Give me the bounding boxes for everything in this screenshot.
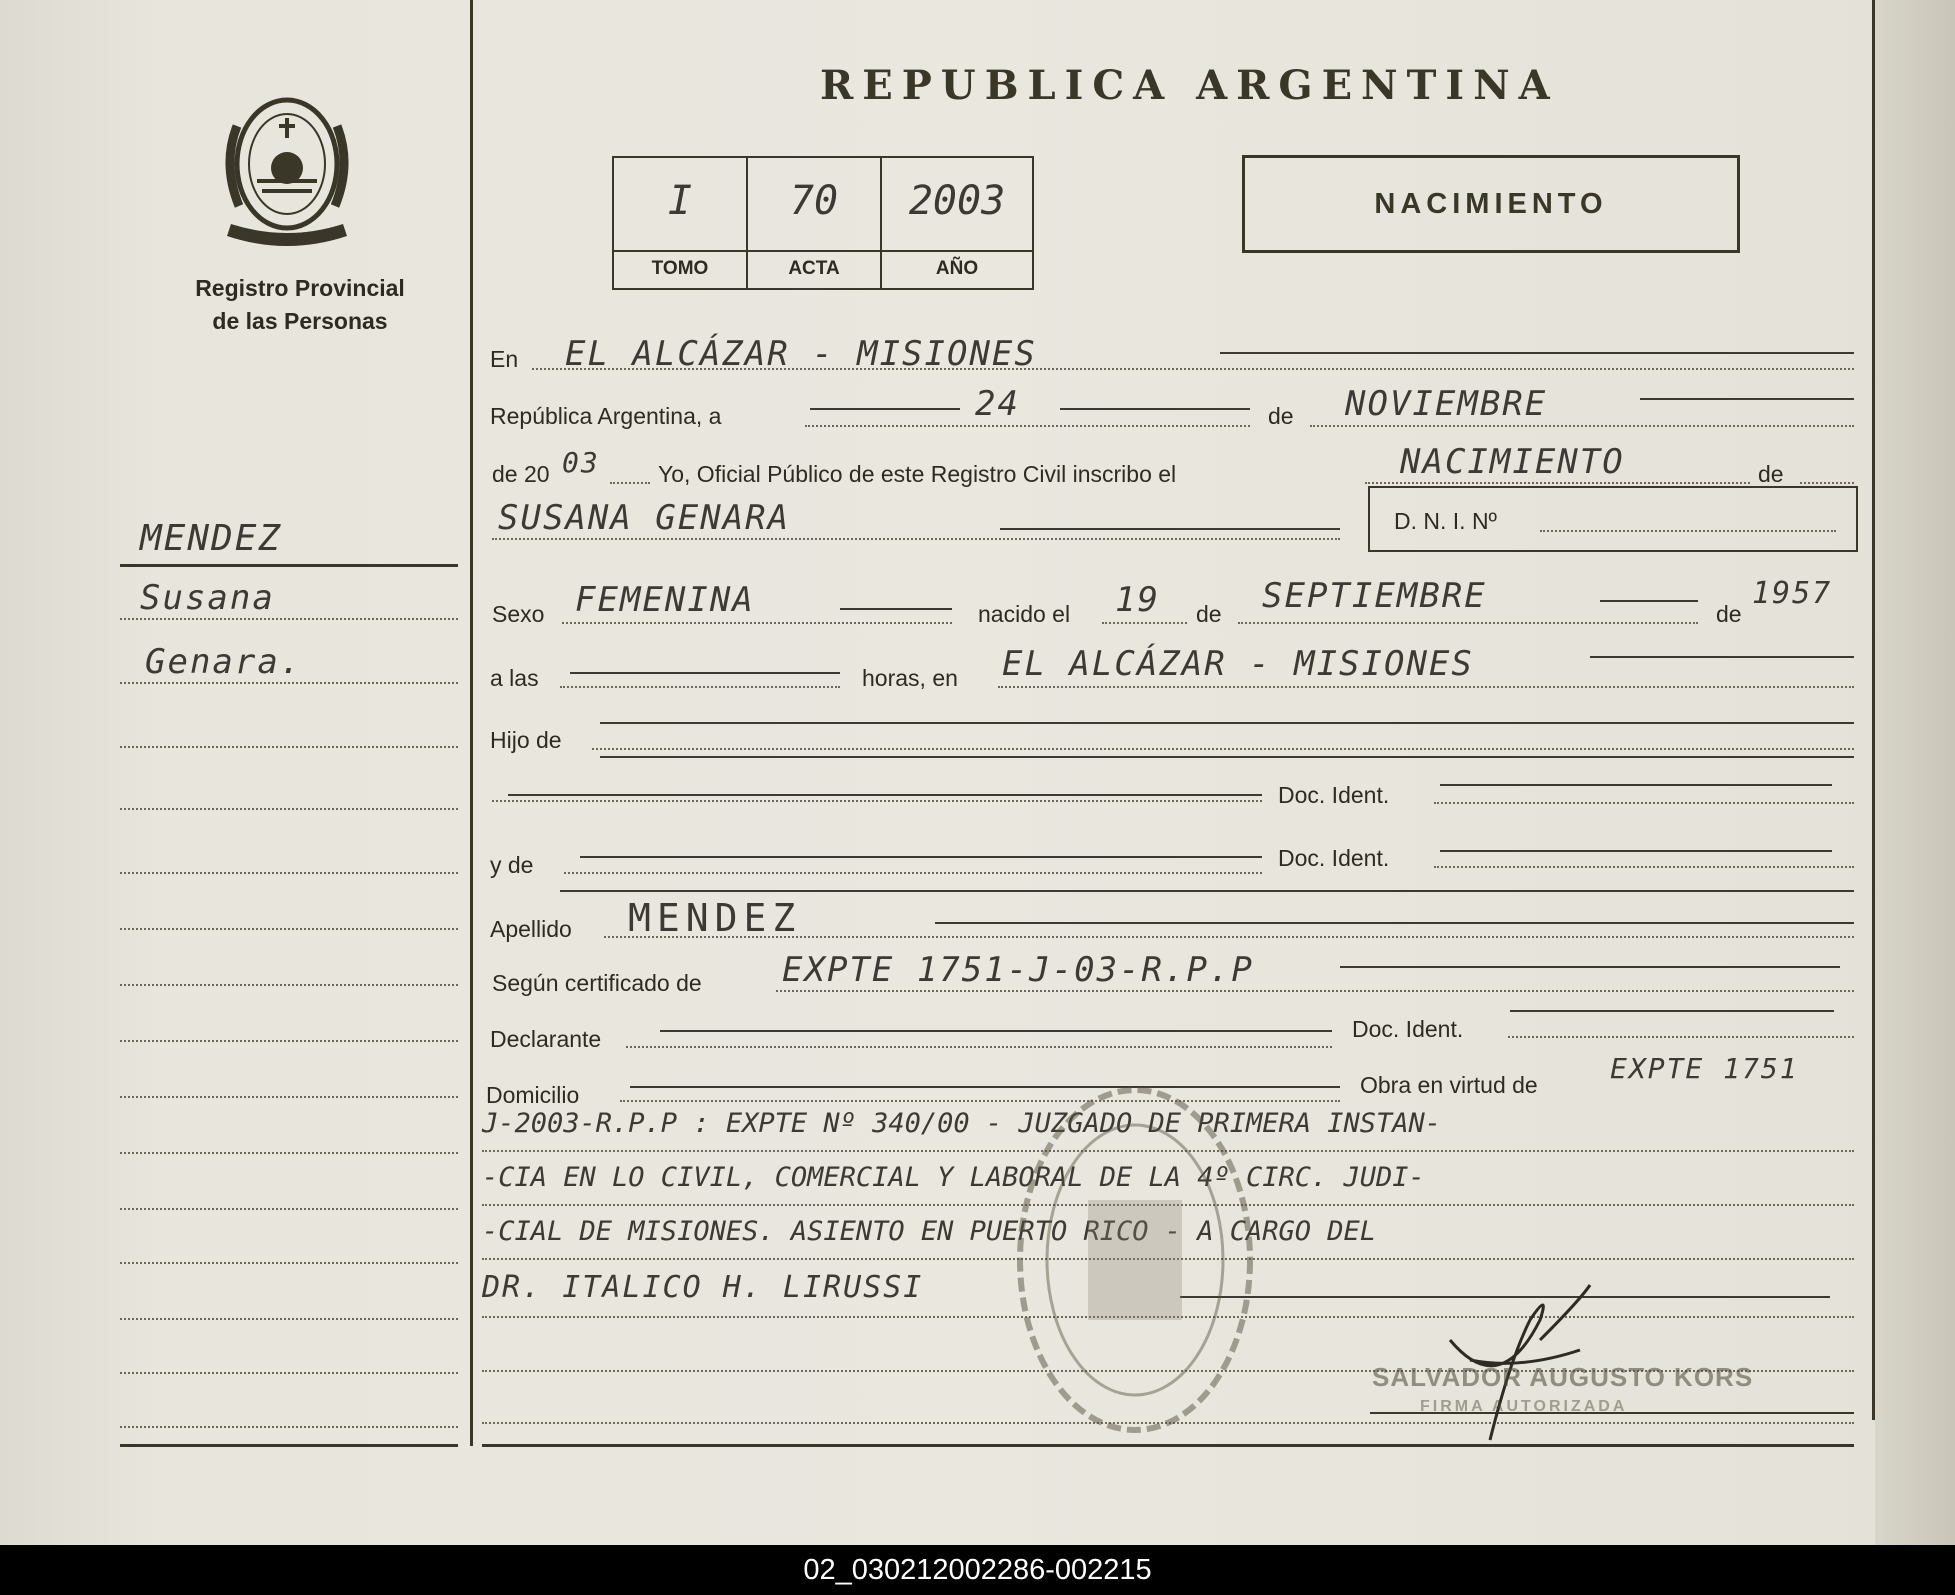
handwritten-dash [1220, 352, 1854, 354]
left-column-divider [470, 0, 473, 1446]
margin-rule-top [120, 564, 458, 567]
signatory-name: SALVADOR AUGUSTO KORS [1372, 1362, 1754, 1392]
margin-dotline [120, 1426, 458, 1428]
birth-year: 1957 [1752, 576, 1833, 611]
dni-label: D. N. I. Nº [1394, 508, 1497, 534]
handwritten-dash [810, 408, 960, 410]
margin-dotline [120, 872, 458, 874]
en-label: En [490, 346, 519, 372]
day-value: 24 [975, 384, 1020, 424]
organization-line-1: Registro Provincial [195, 275, 405, 301]
handwritten-dash [1340, 966, 1840, 968]
dotline [492, 800, 1262, 802]
margin-dotline [120, 1372, 458, 1374]
handwritten-dash [1600, 600, 1698, 602]
dotline [564, 872, 1262, 874]
tomo-cell [614, 158, 748, 288]
obra-line-2: J-2003-R.P.P : EXPTE Nº 340/00 - JUZGADO DE PRIMERA INSTAN- [482, 1108, 1442, 1139]
apellido-label: Apellido [490, 916, 572, 942]
margin-dotline [120, 984, 458, 986]
certificate-type: NACIMIENTO [1374, 188, 1608, 220]
nacido-label: nacido el [978, 601, 1071, 627]
page-edge [1875, 0, 1955, 1545]
acta-cell [748, 158, 882, 288]
de-label-2: de [1758, 461, 1784, 487]
margin-dotline [120, 1318, 458, 1320]
tomo-value: I [667, 178, 693, 224]
handwritten-dash [935, 922, 1854, 924]
de-label-3: de [1196, 601, 1222, 627]
dotline [560, 686, 840, 688]
dotline [776, 990, 1854, 992]
obra-label: Obra en virtud de [1360, 1072, 1538, 1098]
dotline [1365, 482, 1750, 484]
dotline [998, 686, 1854, 688]
person-name: SUSANA GENARA [498, 498, 791, 538]
organization-line-2: de las Personas [212, 308, 388, 334]
year-prefix: de 20 [492, 461, 550, 487]
margin-given-name-1: Susana [140, 578, 275, 618]
margin-surname: MENDEZ [140, 518, 283, 559]
dotline [592, 748, 1854, 750]
dotline [1238, 622, 1698, 624]
obra-line-3: -CIA EN LO CIVIL, COMERCIAL Y LABORAL DE LA 4º CIRC. JUDI- [482, 1162, 1425, 1193]
handwritten-dash [660, 1030, 1332, 1032]
hijo-label: Hijo de [490, 727, 562, 753]
declarante-label: Declarante [490, 1026, 602, 1052]
margin-dotline [120, 1152, 458, 1154]
organization-name [155, 272, 445, 338]
oficial-label: Yo, Oficial Público de este Registro Civil inscribo el [658, 461, 1177, 487]
bottom-rule [482, 1444, 1854, 1447]
margin-given-name-2: Genara. [145, 642, 303, 682]
margin-dotline [120, 1262, 458, 1264]
segun-label: Según certificado de [492, 970, 702, 996]
handwritten-dash [508, 794, 1262, 796]
registry-box [612, 156, 1034, 290]
document-id-caption: 02_030212002286-002215 [803, 1554, 1152, 1586]
birth-month: SEPTIEMBRE [1262, 576, 1487, 616]
signatory-title: FIRMA AUTORIZADA [1420, 1398, 1628, 1415]
dotline [1310, 425, 1854, 427]
de-label-4: de [1716, 601, 1742, 627]
handwritten-dash [570, 672, 840, 674]
handwritten-dash [1640, 398, 1854, 400]
margin-dotline [120, 682, 458, 684]
certificate-type-box [1242, 155, 1740, 253]
ano-cell [882, 158, 1032, 288]
handwritten-dash [1440, 784, 1832, 786]
margin-rule-bottom [120, 1444, 458, 1447]
doc-ident-label-3: Doc. Ident. [1352, 1016, 1464, 1042]
handwritten-dash [560, 890, 1854, 892]
handwritten-dash [600, 722, 1854, 724]
dotline [1434, 802, 1854, 804]
handwritten-dash [1440, 850, 1832, 852]
de-label: de [1268, 403, 1294, 429]
dotline [1800, 482, 1854, 484]
handwritten-dash [1590, 656, 1854, 658]
domicilio-label: Domicilio [486, 1082, 580, 1108]
obra-line-1: EXPTE 1751 [1610, 1052, 1799, 1085]
misiones-province-seal-icon [217, 86, 357, 246]
birth-day: 19 [1115, 580, 1160, 620]
dotline [562, 622, 952, 624]
dotline [1540, 530, 1836, 532]
handwritten-dash [1060, 408, 1250, 410]
dotline [1508, 1036, 1854, 1038]
dotline [1434, 866, 1854, 868]
sexo-label: Sexo [492, 601, 545, 627]
republica-label: República Argentina, a [490, 403, 722, 429]
y-de-label: y de [490, 852, 534, 878]
doc-ident-label-1: Doc. Ident. [1278, 782, 1390, 808]
obra-line-5: DR. ITALICO H. LIRUSSI [482, 1270, 924, 1305]
doc-ident-label-2: Doc. Ident. [1278, 845, 1390, 871]
margin-dotline [120, 928, 458, 930]
handwritten-dash [1000, 528, 1340, 530]
dotline [626, 1046, 1332, 1048]
margin-dotline [120, 618, 458, 620]
margin-dotline [120, 1208, 458, 1210]
birth-place: EL ALCÁZAR - MISIONES [1002, 644, 1474, 684]
margin-dotline [120, 1096, 458, 1098]
handwritten-dash [600, 756, 1854, 758]
month-value: NOVIEMBRE [1345, 384, 1548, 424]
margin-dotline [120, 746, 458, 748]
dotline [805, 425, 1250, 427]
year-value: 03 [562, 446, 600, 479]
a-las-label: a las [490, 665, 539, 691]
ano-label: AÑO [935, 258, 979, 279]
segun-value: EXPTE 1751-J-03-R.P.P [782, 950, 1254, 990]
ano-value: 2003 [908, 178, 1006, 224]
right-frame-line [1872, 0, 1875, 1420]
obra-line-4: -CIAL DE MISIONES. ASIENTO EN PUERTO RICO - A CARGO DEL [482, 1216, 1377, 1247]
handwritten-dash [580, 856, 1262, 858]
horas-label: horas, en [862, 665, 958, 691]
acta-value: 70 [789, 178, 839, 224]
inscribe-value: NACIMIENTO [1400, 442, 1625, 482]
handwritten-dash [1510, 1010, 1834, 1012]
place-value: EL ALCÁZAR - MISIONES [565, 334, 1037, 374]
dotline [610, 482, 650, 484]
dni-box [1368, 486, 1858, 552]
tomo-label: TOMO [651, 258, 709, 279]
margin-dotline [120, 808, 458, 810]
sexo-value: FEMENINA [575, 580, 755, 620]
apellido-value: MENDEZ [628, 896, 802, 940]
country-title: REPUBLICA ARGENTINA [820, 62, 1559, 109]
acta-label: ACTA [788, 258, 840, 279]
margin-dotline [120, 1040, 458, 1042]
dotline [1102, 622, 1187, 624]
handwritten-dash [840, 608, 952, 610]
dotline [492, 538, 1340, 540]
official-round-seal-icon [1010, 1080, 1260, 1440]
